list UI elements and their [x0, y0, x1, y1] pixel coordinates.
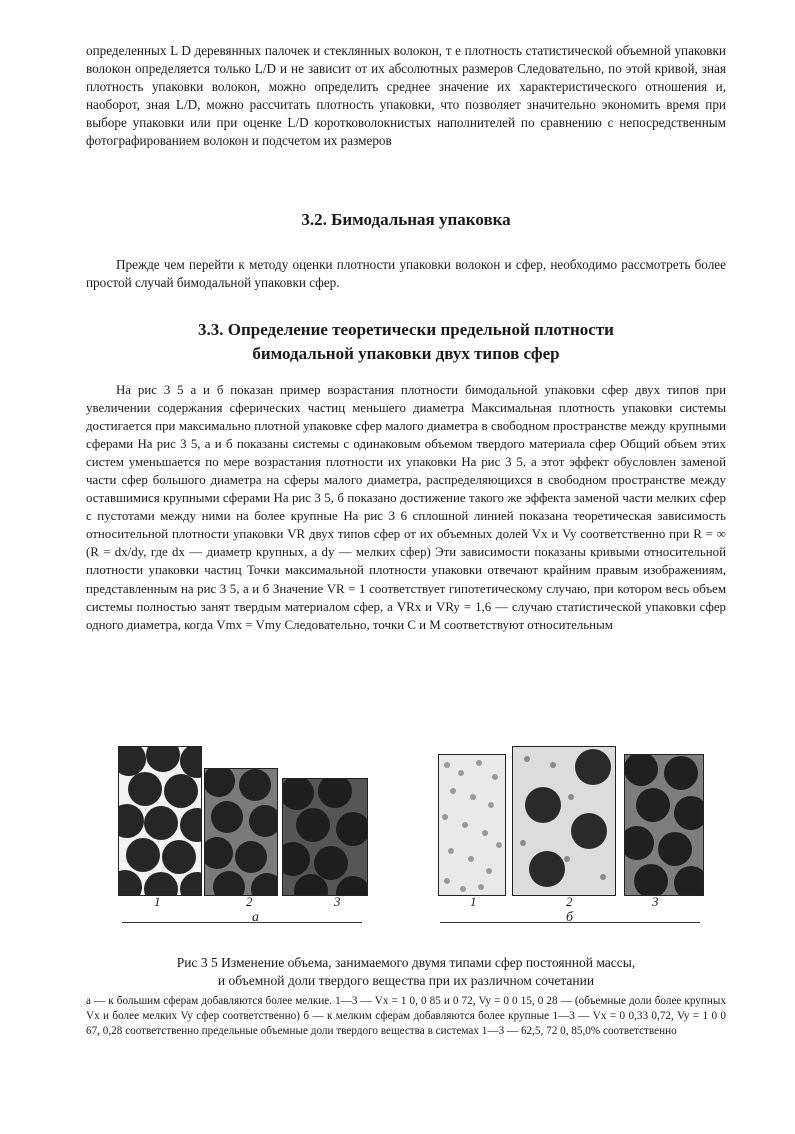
section-3-3-title-line2: бимодальной упаковки двух типов сфер: [252, 344, 560, 363]
section-3-2-title: 3.2. Бимодальная упаковка: [301, 210, 511, 229]
figure-a3-panel: [282, 778, 368, 896]
group-a-bracket: [122, 922, 362, 923]
group-a-label: а: [252, 910, 259, 925]
section-3-3-title-line1: 3.3. Определение теоретически предельной плотности: [198, 320, 614, 339]
intro-paragraph: определенных L D деревянных палочек и стеклянных волокон, т е плотность статистической объемной упаковки волокон определяется только L/D и не зависит от их абсолютных размеров Следовательно, по этой кривой, зная плотность упаковки волокон, можно определить среднее значение их характеристического отношения и, наоборот, зная L/D, можно рассчитать плотность упаковки, что позволяет значительно экономить время при выборе упаковки или при оценке L/D коротковолокнистых наполнителей по сравнению с непосредственным фотографированием волокон и подсчетом их размеров: [86, 43, 726, 149]
large-spheres-pattern: [119, 747, 201, 895]
small-spheres-pattern: [439, 755, 505, 895]
dense-large-spheres-pattern: [625, 755, 703, 895]
group-b-label: б: [566, 910, 574, 925]
figure-caption-line1: Рис 3 5 Изменение объема, занимаемого двумя типами сфер постоянной массы,: [176, 955, 636, 970]
figure-a2-panel: [204, 768, 278, 896]
panel-a1-number: 1: [154, 894, 161, 909]
figure-b2-panel: [512, 746, 616, 896]
panel-b3-number: 3: [652, 894, 659, 909]
figure-b1-panel: [438, 754, 506, 896]
section-3-3-text: На рис 3 5 а и б показан пример возрастания плотности бимодальной упаковки сфер двух типов при увеличении содержания сферических частиц меньшего диаметра Максимальная плотность упаковки системы достигается при максимально плотной упаковке сфер малого диаметра в свободном пространстве между крупными сферами На рис 3 5, а и б показаны системы с одинаковым объемом твердого материала сфер Общий объем этих систем уменьшается по мере возрастания плотности их упаковки На рис 3 5, а этот эффект обусловлен заменой части сфер большого диаметра на сферы малого диаметра, распределяющихся в свободном пространстве между оставшимися крупными сферами На рис 3 5, б показано достижение такого же эффекта заменой части мелких сфер с пустотами между ними на более крупные На рис 3 6 сплошной линией показана теоретическая зависимость относительной плотности упаковки VR двух типов сфер от их объемных долей Vx и Vy соответственно при R = ∞ (R = dx/dy, где dx — диаметр крупных, а dy — мелких сфер) Эти зависимости показаны кривыми относительной плотности упаковки частиц Точки максимальной плотности упаковки отвечают крайним правым изображениям, представленным на рис 3 5, а и б Значение VR = 1 соответствует гипотетическому случаю, при котором весь объем системы полностью занят твердым материалом сфер, а VRx и VRy = 1,6 — случаю статистической упаковки сфер одного диаметра, когда Vmx = Vmy Следовательно, точки C и M соответствуют относительным: [86, 383, 726, 632]
panel-b2-number: 2: [566, 894, 573, 909]
panel-a2-number: 2: [246, 894, 253, 909]
small-and-large-spheres-pattern: [513, 747, 615, 895]
dense-mixed-spheres-pattern: [283, 779, 367, 895]
figure-caption-line2: и объемной доли твердого вещества при их различном сочетании: [217, 973, 595, 988]
figure-a1-panel: [118, 746, 202, 896]
mixed-spheres-pattern: [205, 769, 277, 895]
section-3-2-text: Прежде чем перейти к методу оценки плотности упаковки волокон и сфер, необходимо рассмотреть более простой случай бимодальной упаковки сфер.: [86, 257, 726, 291]
panel-b1-number: 1: [470, 894, 477, 909]
figure-b3-panel: [624, 754, 704, 896]
panel-a3-number: 3: [334, 894, 341, 909]
figure-legend: а — к большим сферам добавляются более мелкие. 1—3 — Vx = 1 0, 0 85 и 0 72, Vy = 0 0 15, 0 28 — (объемные доли более крупных Vx и более мелких Vy сфер соответственно) б — к мелким сферам добавляются более крупные 1—3 — Vx = 0 0,33 0,72, Vy = 1 0 0 67, 0,28 соответственно предельные объемные доли твердого вещества в системах 1—3 — 62,5, 72 0, 85,0% соответственно: [86, 995, 726, 1037]
